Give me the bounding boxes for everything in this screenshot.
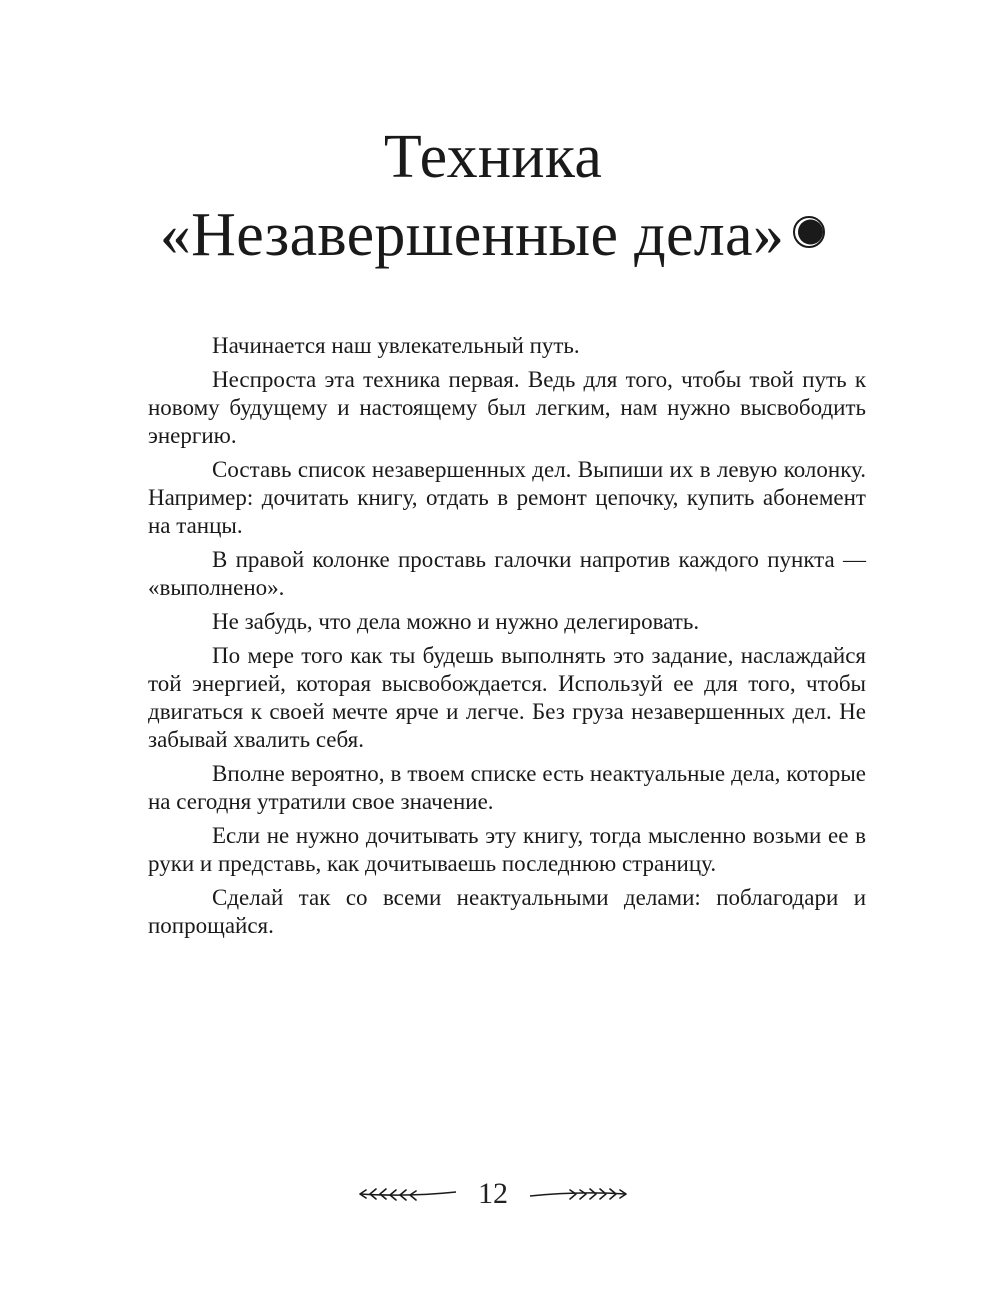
page-footer — [0, 1176, 986, 1212]
title-line-2: «Незавершенные дела» — [159, 201, 785, 270]
paragraph: Не забудь, что дела можно и нужно делегировать. — [212, 609, 700, 634]
page-title — [0, 118, 986, 274]
paragraph: Вполне вероятно, в твоем списке есть неактуальные дела, которые на сегодня утратили свое значение. — [148, 761, 866, 814]
arrow-fletching-right-icon — [528, 1184, 628, 1204]
paragraph: Начинается наш увлекательный путь. — [212, 333, 580, 358]
body-text — [148, 332, 866, 946]
paragraph: Если не нужно дочитывать эту книгу, тогда мысленно возьми ее в руки и представь, как дочитываешь последнюю страницу. — [148, 823, 866, 876]
title-line-1: Техника — [383, 123, 603, 191]
arrow-fletching-left-icon — [358, 1184, 458, 1204]
title-line-2-wrap — [0, 196, 986, 274]
paragraph: Составь список незавершенных дел. Выпиши их в левую колонку. Например: дочитать книгу, отдать в ремонт цепочку, купить абонемент на танцы. — [148, 457, 866, 538]
paragraph: В правой колонке проставь галочки напротив каждого пункта — «выполнено». — [148, 547, 866, 600]
crescent-moon-icon — [792, 215, 826, 249]
paragraph: Сделай так со всеми неактуальными делами: поблагодари и попрощайся. — [148, 885, 866, 938]
paragraph: По мере того как ты будешь выполнять это задание, наслаждайся той энергией, которая высвобождается. Используй ее для того, чтобы двигаться к своей мечте ярче и легче. Без груза незавершенных дел. Не забывай хвалить себя. — [148, 643, 866, 752]
page-number: 12 — [478, 1177, 508, 1210]
paragraph: Неспроста эта техника первая. Ведь для того, чтобы твой путь к новому будущему и настоящему был легким, нам нужно высвободить энергию. — [148, 367, 866, 448]
